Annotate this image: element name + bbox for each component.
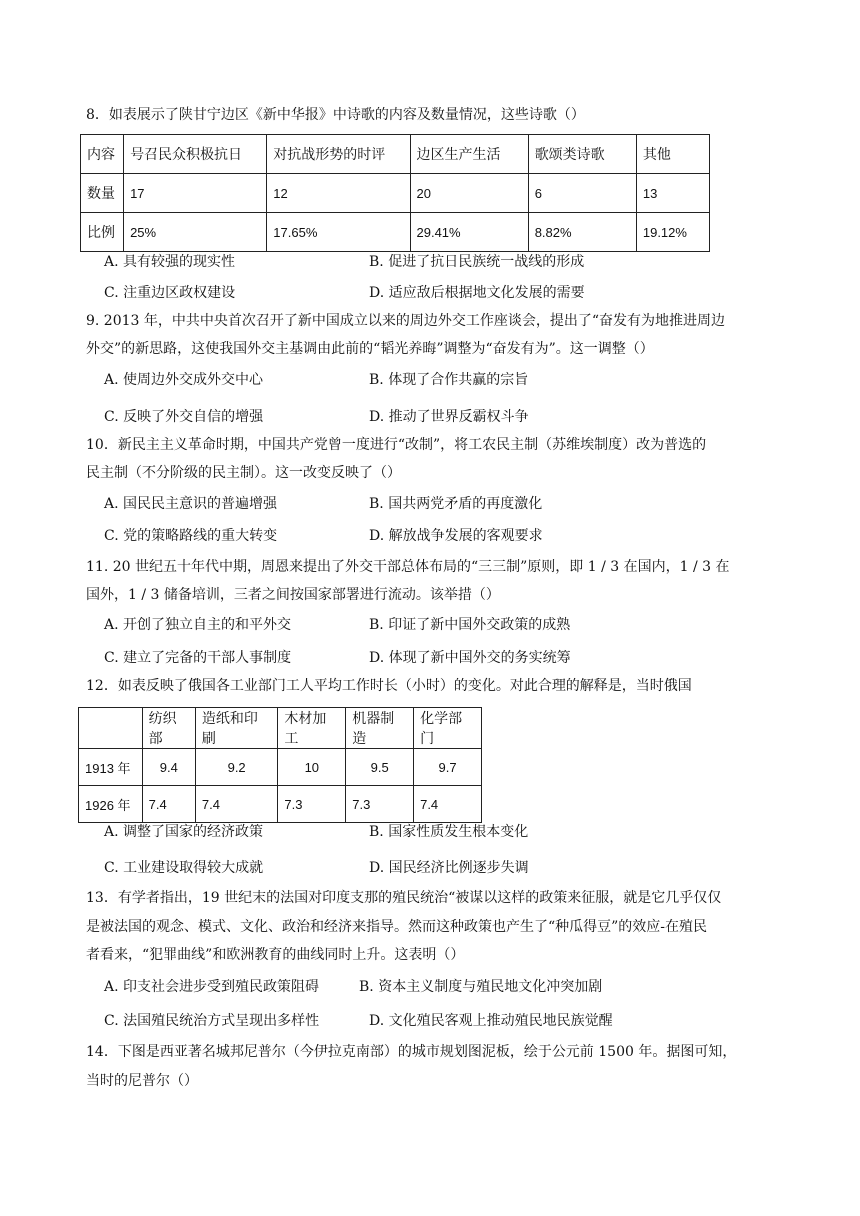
table-cell: 造纸和印刷: [195, 708, 277, 749]
table-cell: 数量: [81, 174, 124, 213]
table-cell: 号召民众积极抗日: [124, 135, 267, 174]
table-cell: [79, 708, 143, 749]
q14-stem-line2: 当时的尼普尔（）: [86, 1073, 198, 1089]
table-cell: 内容: [81, 135, 124, 174]
table-cell: 化学部门: [414, 708, 482, 749]
q10-option-b[interactable]: B. 国共两党矛盾的再度激化: [369, 496, 543, 512]
q14-stem-line1: 14．下图是西亚著名城邦尼普尔（今伊拉克南部）的城市规划图泥板，绘于公元前 1500 年。据图可知，: [86, 1044, 737, 1060]
table-cell: 边区生产生活: [410, 135, 528, 174]
q8-stem: 8．如表展示了陕甘宁边区《新中华报》中诗歌的内容及数量情况，这些诗歌（）: [86, 107, 585, 123]
table-cell: 29.41%: [410, 213, 528, 252]
table-row: [81, 174, 710, 213]
q8-option-c[interactable]: C. 注重边区政权建设: [104, 285, 236, 301]
q11-option-d[interactable]: D. 体现了新中国外交的务实统筹: [369, 650, 571, 666]
table-cell: 9.4: [142, 749, 195, 786]
q11-stem-line2: 国外，1 / 3 储备培训，三者之间按国家部署进行流动。该举措（）: [86, 587, 500, 603]
q9-stem-line2: 外交”的新思路，这使我国外交主基调由此前的“韬光养晦”调整为“奋发有为”。这一调整（）: [86, 341, 654, 357]
table-cell: 机器制造: [346, 708, 414, 749]
q13-option-b[interactable]: B. 资本主义制度与殖民地文化冲突加剧: [359, 979, 603, 995]
q12-option-b[interactable]: B. 国家性质发生根本变化: [369, 824, 529, 840]
q12-table: [78, 707, 482, 823]
table-cell: 纺织部: [142, 708, 195, 749]
table-cell: 25%: [124, 213, 267, 252]
table-cell: 1913 年: [79, 749, 143, 786]
table-row: [79, 786, 482, 823]
table-cell: 17.65%: [267, 213, 410, 252]
table-cell: 9.7: [414, 749, 482, 786]
table-cell: 6: [528, 174, 636, 213]
q10-stem-line1: 10．新民主主义革命时期，中国共产党曾一度进行“改制”，将工农民主制（苏维埃制度）改为普选的: [86, 437, 707, 453]
table-cell: 歌颂类诗歌: [528, 135, 636, 174]
q8-table: [80, 134, 710, 252]
q13-stem-line1: 13．有学者指出，19 世纪末的法国对印度支那的殖民统治“被谋以这样的政策来征服，就是它几乎仅仅: [86, 890, 722, 906]
q8-option-a[interactable]: A. 具有较强的现实性: [104, 254, 236, 270]
q10-option-c[interactable]: C. 党的策略路线的重大转变: [104, 528, 278, 544]
table-cell: 7.3: [346, 786, 414, 823]
q11-option-b[interactable]: B. 印证了新中国外交政策的成熟: [369, 617, 571, 633]
table-cell: 20: [410, 174, 528, 213]
q12-option-d[interactable]: D. 国民经济比例逐步失调: [369, 860, 529, 876]
table-row: [81, 213, 710, 252]
q10-stem-line2: 民主制（不分阶级的民主制）。这一改变反映了（）: [86, 465, 401, 481]
q11-option-a[interactable]: A. 开创了独立自主的和平外交: [104, 617, 292, 633]
table-cell: 17: [124, 174, 267, 213]
table-cell: 19.12%: [636, 213, 709, 252]
q13-option-d[interactable]: D. 文化殖民客观上推动殖民地民族觉醒: [369, 1013, 613, 1029]
q9-option-c[interactable]: C. 反映了外交自信的增强: [104, 409, 264, 425]
table-row: [79, 708, 482, 749]
table-cell: 1926 年: [79, 786, 143, 823]
q9-option-d[interactable]: D. 推动了世界反霸权斗争: [369, 409, 529, 425]
q9-option-a[interactable]: A. 使周边外交成外交中心: [104, 372, 264, 388]
q9-option-b[interactable]: B. 体现了合作共赢的宗旨: [369, 372, 529, 388]
table-row: [81, 135, 710, 174]
table-cell: 比例: [81, 213, 124, 252]
table-cell: 9.2: [195, 749, 277, 786]
table-cell: 7.3: [278, 786, 346, 823]
table-cell: 木材加工: [278, 708, 346, 749]
table-cell: 7.4: [142, 786, 195, 823]
table-cell: 8.82%: [528, 213, 636, 252]
table-cell: 其他: [636, 135, 709, 174]
table-cell: 13: [636, 174, 709, 213]
table-cell: 9.5: [346, 749, 414, 786]
q9-stem-line1: 9. 2013 年，中共中央首次召开了新中国成立以来的周边外交工作座谈会，提出了“奋发有为地推进周边: [86, 313, 726, 329]
table-cell: 7.4: [195, 786, 277, 823]
q13-stem-line3: 者看来，“犯罪曲线”和欧洲教育的曲线同时上升。这表明（）: [86, 947, 465, 963]
table-cell: 10: [278, 749, 346, 786]
table-cell: 7.4: [414, 786, 482, 823]
q13-stem-line2: 是被法国的观念、模式、文化、政治和经济来指导。然而这种政策也产生了“种瓜得豆”的效应-在殖民: [86, 919, 708, 935]
q11-option-c[interactable]: C. 建立了完备的干部人事制度: [104, 650, 292, 666]
q8-option-b[interactable]: B. 促进了抗日民族统一战线的形成: [369, 254, 585, 270]
q10-option-d[interactable]: D. 解放战争发展的客观要求: [369, 528, 543, 544]
q12-stem: 12．如表反映了俄国各工业部门工人平均工作时长（小时）的变化。对此合理的解释是，当时俄国: [86, 678, 692, 694]
q8-option-d[interactable]: D. 适应敌后根据地文化发展的需要: [369, 285, 585, 301]
q10-option-a[interactable]: A. 国民民主意识的普遍增强: [104, 496, 278, 512]
q12-option-a[interactable]: A. 调整了国家的经济政策: [104, 824, 264, 840]
q13-option-a[interactable]: A. 印支社会进步受到殖民政策阻碍: [104, 979, 320, 995]
q12-option-c[interactable]: C. 工业建设取得较大成就: [104, 860, 264, 876]
q13-option-c[interactable]: C. 法国殖民统治方式呈现出多样性: [104, 1013, 320, 1029]
table-row: [79, 749, 482, 786]
table-cell: 12: [267, 174, 410, 213]
table-cell: 对抗战形势的时评: [267, 135, 410, 174]
q11-stem-line1: 11. 20 世纪五十年代中期，周恩来提出了外交干部总体布局的“三三制”原则，即 1 / 3 在国内，1 / 3 在: [86, 559, 730, 575]
